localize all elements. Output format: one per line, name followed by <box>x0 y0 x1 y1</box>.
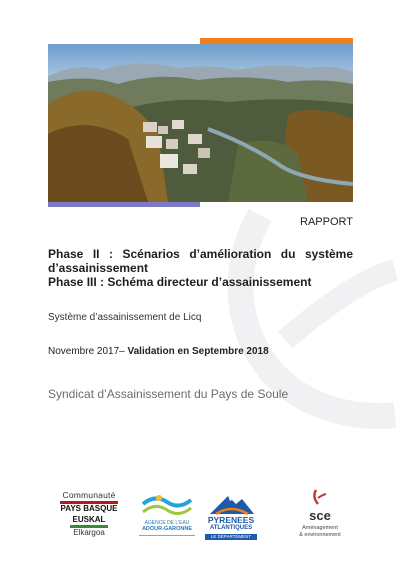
agence-fine-print <box>139 535 195 542</box>
date-prefix: Novembre 2017– <box>48 346 128 357</box>
purple-accent-bar <box>48 202 200 207</box>
mountain-icon <box>202 490 260 518</box>
pa-line1: PYRENEES <box>207 515 255 525</box>
pa-line2: ATLANTIQUES <box>209 525 253 531</box>
communaute-pays-basque-logo <box>56 490 122 546</box>
phase-3-title: Phase III : Schéma directeur d’assainissement <box>48 275 312 289</box>
sce-symbol-icon <box>292 488 348 508</box>
pa-line3: LE DÉPARTEMENT <box>205 534 257 540</box>
validation-date: Validation en Septembre 2018 <box>127 346 269 357</box>
agence-eau-adour-garonne-logo <box>137 490 195 546</box>
sce-subtitle: Aménagement & environnement <box>299 525 341 538</box>
cpb-line4: Elkargoa <box>73 528 105 537</box>
cpb-line3: EUSKAL <box>72 515 106 524</box>
cpb-line1: Communauté <box>62 490 116 500</box>
water-waves-icon <box>137 490 195 520</box>
phase-2-title: Phase II : Scénarios d’amélioration du système d’assainissement <box>48 247 353 275</box>
system-name: Système d’assainissement de Licq <box>48 312 202 323</box>
sce-name: sce <box>309 508 331 523</box>
cover-photo <box>48 44 353 202</box>
cpb-line2: PAYS BASQUE <box>60 504 118 513</box>
agence-text: AGENCE DE L'EAU ADOUR-GARONNE <box>141 520 193 532</box>
sce-logo <box>292 488 348 546</box>
report-date <box>48 346 269 357</box>
organisation-name: Syndicat d’Assainissement du Pays de Soule <box>48 387 289 401</box>
pyrenees-atlantiques-logo <box>202 490 260 546</box>
report-type-label: RAPPORT <box>300 216 353 228</box>
